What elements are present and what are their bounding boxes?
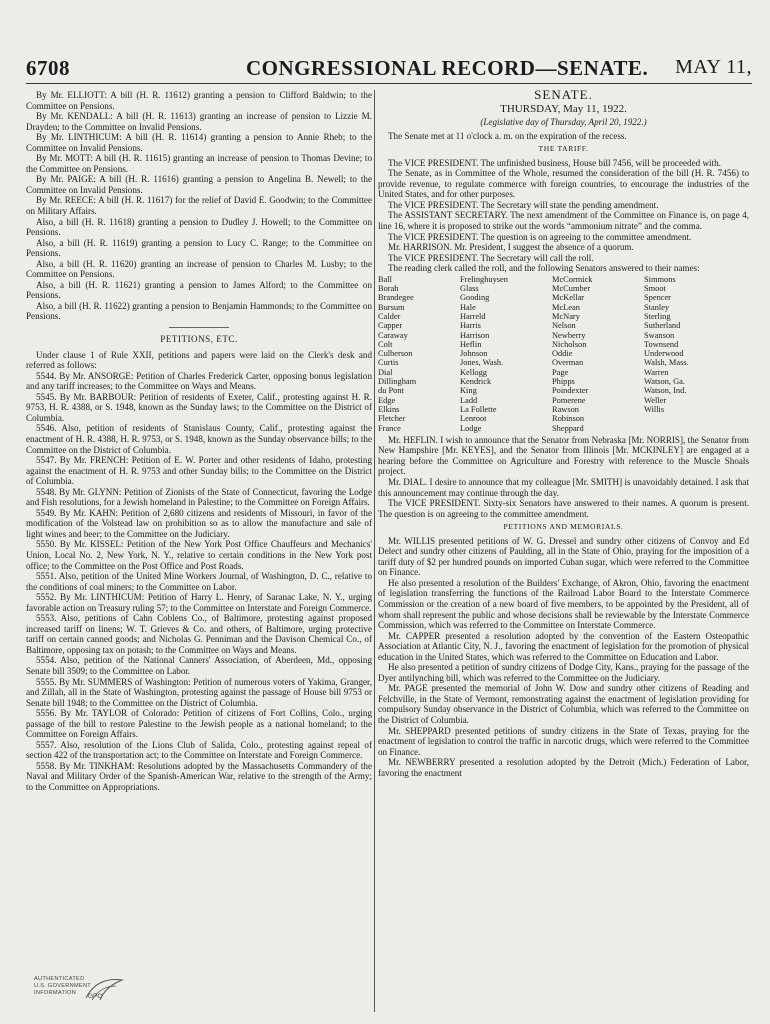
- petition-paragraph: 5552. By Mr. LINTHICUM: Petition of Harry L. Henry, of Saranac Lake, N. Y., urging favorable action on Treasury ruling 57; to the Committee on Interstate and Foreign Commerce.: [26, 592, 372, 613]
- senator-name: Poindexter: [552, 386, 589, 396]
- senator-name: Nelson: [552, 321, 576, 331]
- senator-name: Johnson: [460, 349, 488, 359]
- senator-name: Heflin: [460, 339, 482, 349]
- auth-line: AUTHENTICATED: [34, 976, 85, 982]
- senator-name: Walsh, Mass.: [644, 358, 689, 368]
- senator-name: Newberry: [552, 330, 586, 340]
- column-divider: [374, 90, 375, 1012]
- memorial-paragraph: He also presented a resolution of the Builders' Exchange, of Akron, Ohio, favoring the enactment of legislation transferring the functions of the Railroad Labor Board to the Interstate Commerce Commission or the creation of a new board of five members, to be appointed by the President, all of whom shall represent the public and whose decisions shall be reviewable by the Interstate Commerce Commission, which was referred to the Committee on Interstate Commerce.: [378, 577, 749, 631]
- senator-name: Nicholson: [552, 339, 587, 349]
- bill-paragraph: By Mr. ELLIOTT: A bill (H. R. 11612) granting a pension to Clifford Baldwin; to the Committee on Pensions.: [26, 90, 372, 111]
- authenticated-seal: [34, 976, 130, 1008]
- senator-name: Curtis: [378, 358, 399, 368]
- petition-paragraph: 5549. By Mr. KAHN: Petition of 2,680 citizens and residents of Missouri, in favor of the modification of the Volstead law on prohibition so as to allow the manufacture and sale of light wines and beer; to the Committee on the Judiciary.: [26, 507, 372, 539]
- bill-paragraph: By Mr. PAIGE: A bill (H. R. 11616) granting a pension to Angelina B. Newell; to the Committee on Invalid Pensions.: [26, 174, 372, 195]
- senator-name: Fletcher: [378, 414, 406, 424]
- after-roll-paragraph: Mr. DIAL. I desire to announce that my colleague [Mr. SMITH] is unavoidably detained. I ask that this announcement may continue through the day.: [378, 476, 749, 498]
- senator-name: Glass: [460, 284, 479, 294]
- senator-name: Sheppard: [552, 423, 584, 433]
- senator-name: Oddie: [552, 349, 573, 359]
- bill-paragraph: By Mr. KENDALL: A bill (H. R. 11613) granting an increase of pension to Lizzie M. Drayden; to the Committee on Invalid Pensions.: [26, 111, 372, 132]
- petition-paragraph: 5557. Also, resolution of the Lions Club of Salida, Colo., protesting against repeal of section 422 of the transportation act; to the Committee on Interstate and Foreign Commerce.: [26, 739, 372, 761]
- senator-name: McNary: [552, 311, 580, 321]
- page-header: [26, 56, 752, 82]
- senator-name: Gooding: [460, 293, 490, 303]
- senator-name: McCumber: [552, 284, 591, 294]
- senator-name: La Follette: [460, 404, 497, 414]
- senator-name: Phipps: [552, 377, 575, 387]
- bill-paragraph: By Mr. REECE: A bill (H. R. 11617) for the relief of David E. Goodwin; to the Committee on Military Affairs.: [26, 195, 372, 217]
- senator-name: Jones, Wash.: [460, 358, 504, 368]
- senator-name: Townsend: [644, 339, 679, 349]
- tariff-paragraph: The VICE PRESIDENT. The Secretary will call the roll.: [388, 252, 594, 263]
- senator-name: du Pont: [378, 386, 404, 396]
- senator-name: Lodge: [460, 423, 482, 433]
- senator-name: Capper: [378, 321, 403, 331]
- bill-paragraph: Also, a bill (H. R. 11622) granting a pension to Benjamin Hammonds; to the Committee on Pensions.: [26, 300, 372, 322]
- page-number: 6708: [26, 56, 70, 80]
- gpo-label: GPO: [88, 993, 103, 1000]
- left-column: [26, 90, 372, 793]
- bill-paragraph: Also, a bill (H. R. 11621) granting a pension to James Alford; to the Committee on Pensions.: [26, 279, 372, 301]
- senator-name: Harreld: [460, 311, 486, 321]
- senator-name: Rawson: [552, 404, 579, 414]
- senator-name: Borah: [378, 284, 399, 294]
- senator-name: Swanson: [644, 330, 675, 340]
- petition-paragraph: 5553. Also, petitions of Cahn Coblens Co., of Baltimore, protesting against proposed increased tariff on linens; W. T. Grieves & Co. and others, of Baltimore, urging protective tariff on certain canned goods; and Nicholas G. Penniman and the Davison Chemical Co., of Baltimore, opposing tax on potash; to the Committee on Ways and Means.: [26, 613, 372, 655]
- petition-paragraph: 5547. By Mr. FRENCH: Petition of E. W. Porter and other residents of Idaho, protesting against the enactment of H. R. 9753 and other Sunday bills; to the Committee on the District of Columbia.: [26, 455, 372, 487]
- senator-name: France: [378, 423, 401, 433]
- right-column: [378, 87, 749, 778]
- petition-paragraph: Under clause 1 of Rule XXII, petitions and papers were laid on the Clerk's desk and referred as follows:: [26, 349, 372, 371]
- petition-paragraph: 5556. By Mr. TAYLOR of Colorado: Petition of citizens of Fort Collins, Colo., urging passage of the bill to restore Palestine to the Jewish people as a national homeland; to the Committee on Foreign Affairs.: [26, 708, 372, 740]
- petition-paragraph: 5546. Also, petition of residents of Stanislaus County, Calif., protesting against the enactment of H. R. 4388, H. R. 9753, or S. 1948, known as the Sunday observance bills; to the Committee on the District of Columbia.: [26, 423, 372, 455]
- session-date: THURSDAY, May 11, 1922.: [500, 102, 627, 115]
- auth-text: [34, 976, 91, 997]
- senator-name: Warren: [644, 367, 669, 377]
- page-title: CONGRESSIONAL RECORD—SENATE.: [246, 56, 649, 80]
- senator-name: Stanley: [644, 302, 670, 312]
- memorial-paragraph: Mr. CAPPER presented a resolution adopted by the convention of the Eastern Osteopathic Association at Atlantic City, N. J., favoring the enactment of legislation for the promotion of physical education in the United States, which was referred to the Committee on Education and Labor.: [378, 630, 749, 662]
- auth-line: INFORMATION: [34, 990, 77, 996]
- senator-name: Kendrick: [460, 377, 492, 387]
- bill-paragraph: By Mr. MOTT: A bill (H. R. 11615) granting an increase of pension to Thomas Devine; to the Committee on Pensions.: [26, 153, 372, 174]
- after-roll-paragraph: Mr. HEFLIN. I wish to announce that the Senator from Nebraska [Mr. NORRIS], the Senator from New Hampshire [Mr. KEYES], and the Senator from Illinois [Mr. MCKINLEY] are engaged at a hearing before the Committee on Agriculture and Forestry with reference to the Muscle Shoals project.: [378, 434, 749, 477]
- senator-name: Hale: [460, 302, 476, 312]
- header-date: MAY 11,: [675, 56, 752, 78]
- senator-name: Ladd: [460, 395, 478, 405]
- opening-paragraph: The Senate met at 11 o'clock a. m. on the expiration of the recess.: [388, 130, 627, 141]
- senator-name: Harrison: [460, 330, 490, 340]
- memorials-heading: PETITIONS AND MEMORIALS.: [503, 522, 624, 532]
- senator-name: Harris: [460, 321, 481, 331]
- senator-name: Dillingham: [378, 377, 417, 387]
- senator-name: [644, 414, 734, 423]
- senator-name: Sterling: [644, 311, 671, 321]
- memorial-paragraph: Mr. NEWBERRY presented a resolution adopted by the Detroit (Mich.) Federation of Labor, favoring the enactment: [378, 757, 749, 778]
- senator-name: Bursum: [378, 302, 405, 312]
- senator-name: McLean: [552, 302, 580, 312]
- tariff-paragraph: The reading clerk called the roll, and the following Senators answered to their names:: [388, 263, 700, 274]
- senator-name: Kellogg: [460, 367, 487, 377]
- senator-name: Weller: [644, 395, 667, 405]
- senator-name: Page: [552, 367, 569, 377]
- bills-list: [26, 90, 372, 322]
- petition-paragraph: 5545. By Mr. BARBOUR: Petition of residents of Exeter, Calif., protesting against H. R. 9753, H. R. 4388, or S. 1948, known as the Sunday laws; to the Committee on the District of Columbia.: [26, 391, 372, 423]
- senator-name: Dial: [378, 367, 393, 377]
- senator-name: Calder: [378, 311, 401, 321]
- senator-name: Willis: [644, 404, 665, 414]
- senator-name: Spencer: [644, 293, 671, 303]
- senator-name: Watson, Ind.: [644, 386, 687, 396]
- petition-paragraph: 5544. By Mr. ANSORGE: Petition of Charles Frederick Carter, opposing bonus legislation and any tariff increases; to the Committee on Ways and Means.: [26, 370, 372, 392]
- senator-name: Caraway: [378, 330, 408, 340]
- senator-name: Colt: [378, 339, 393, 349]
- senator-name: Watson, Ga.: [644, 377, 685, 387]
- memorial-paragraph: Mr. SHEPPARD presented petitions of sundry citizens in the State of Texas, praying for the enactment of legislation to control the traffic in narcotic drugs, which were referred to the Committee on Finance.: [378, 725, 749, 757]
- petitions-list: [26, 350, 372, 793]
- memorial-paragraph: Mr. WILLIS presented petitions of W. G. Dressel and sundry other citizens of Convoy and Ed Delect and sundry other citizens of Paulding, all in the State of Ohio, praying for the imposition of a tariff duty of $2 per hundred pounds on imported Cuban sugar, which were referred to the Committee on Finance.: [378, 535, 749, 578]
- tariff-paragraph: The VICE PRESIDENT. The unfinished business, House bill 7456, will be proceeded with.: [388, 157, 721, 168]
- bill-paragraph: Also, a bill (H. R. 11619) granting a pension to Lucy C. Range; to the Committee on Pensions.: [26, 237, 372, 259]
- senate-heading: SENATE.: [534, 87, 593, 102]
- tariff-heading: THE TARIFF.: [538, 144, 589, 154]
- bill-paragraph: Also, a bill (H. R. 11618) granting a pension to Dudley J. Howell; to the Committee on Pensions.: [26, 216, 372, 238]
- petition-paragraph: 5548. By Mr. GLYNN: Petition of Zionists of the State of Connecticut, favoring the Lodge and Fish resolutions, for a Jewish homeland in Palestine; to the Committee on Foreign Affairs.: [26, 486, 372, 508]
- senator-name: Pomerene: [552, 395, 586, 405]
- memorial-paragraph: He also presented a petition of sundry citizens of Dodge City, Kans., praying for the passage of the Dyer antilynching bill, which was referred to the Committee on the Judiciary.: [378, 662, 749, 683]
- petitions-heading: PETITIONS, ETC.: [160, 334, 238, 345]
- senator-name: Robinson: [552, 414, 585, 424]
- tariff-paragraph: The ASSISTANT SECRETARY. The next amendment of the Committee on Finance is, on page 4, line 16, where it is proposed to strike out the words “ammonium nitrate” and the comma.: [378, 210, 749, 232]
- senator-name: Smoot: [644, 284, 666, 294]
- senator-name: King: [460, 386, 477, 396]
- after-roll-paragraph: The VICE PRESIDENT. Sixty-six Senators have answered to their names. A quorum is present. The question is on agreeing to the committee amendment.: [378, 498, 749, 519]
- senator-name: Underwood: [644, 349, 684, 359]
- senator-name: Culberson: [378, 349, 413, 359]
- section-separator: [169, 327, 229, 328]
- senator-name: Frelinghuysen: [460, 274, 508, 284]
- petition-paragraph: 5550. By Mr. KISSEL: Petition of the New York Post Office Chauffeurs and Mechanics' Union, Local No. 2, New York, N. Y., relative to certain conditions in the New York post office; to the Committee on the Post Office and Post Roads.: [26, 539, 372, 571]
- senator-name: Edge: [378, 395, 396, 405]
- legislative-day: (Legislative day of Thursday, April 20, 1922.): [480, 117, 647, 128]
- bill-paragraph: By Mr. LINTHICUM: A bill (H. R. 11614) granting a pension to Annie Rheb; to the Committee on Invalid Pensions.: [26, 132, 372, 153]
- memorial-paragraph: Mr. PAGE presented the memorial of John W. Dow and sundry other citizens of Reading and Felchville, in the State of Vermont, remonstrating against the enactment of legislation providing for compulsory Sunday observance in the District of Columbia, which was referred to the Committee on the District of Columbia.: [378, 683, 749, 726]
- senator-name: Simmons: [644, 274, 676, 284]
- auth-line: U.S. GOVERNMENT: [34, 983, 92, 989]
- tariff-paragraph: Mr. HARRISON. Mr. President, I suggest the absence of a quorum.: [388, 242, 634, 253]
- senator-name: Overman: [552, 358, 584, 368]
- header-rule: [26, 83, 752, 84]
- petition-paragraph: 5551. Also, petition of the United Mine Workers Journal, of Washington, D. C., relative to the conditions of coal miners; to the Committee on Labor.: [26, 571, 372, 592]
- tariff-paragraph: The Senate, as in Committee of the Whole, resumed the consideration of the bill (H. R. 7456) to provide revenue, to regulate commerce with foreign countries, to encourage the industries of the United States, and for other purposes.: [378, 168, 749, 200]
- senator-name: Ball: [378, 274, 392, 284]
- petition-paragraph: 5554. Also, petition of the National Canners' Association, of Aberdeen, Md., opposing Senate bill 3509; to the Committee on Labor.: [26, 655, 372, 676]
- petition-paragraph: 5555. By Mr. SUMMERS of Washington: Petition of numerous voters of Yakima, Granger, and Zillah, all in the State of Washington, protesting against the passage of House bill 9753 or Senate bill 1948; to the Committee on the District of Columbia.: [26, 676, 372, 708]
- senator-name: Brandegee: [378, 293, 414, 303]
- roll-call-list: [378, 275, 749, 433]
- senator-name: Sutherland: [644, 321, 681, 331]
- senator-name: McCormick: [552, 274, 593, 284]
- bill-paragraph: Also, a bill (H. R. 11620) granting an increase of pension to Charles M. Lusby; to the Committee on Pensions.: [26, 258, 372, 280]
- senator-name: Elkins: [378, 404, 400, 414]
- tariff-paragraph: The VICE PRESIDENT. The question is on agreeing to the committee amendment.: [388, 231, 692, 242]
- senator-name: [644, 424, 734, 433]
- senator-name: Lenroot: [460, 414, 487, 424]
- tariff-paragraph: The VICE PRESIDENT. The Secretary will state the pending amendment.: [388, 199, 659, 210]
- senator-name: McKellar: [552, 293, 585, 303]
- petition-paragraph: 5558. By Mr. TINKHAM: Resolutions adopted by the Massachusetts Commandery of the Naval and Military Order of the Spanish-American War, relative to the strength of the Army; to the Committee on Appropriations.: [26, 760, 372, 792]
